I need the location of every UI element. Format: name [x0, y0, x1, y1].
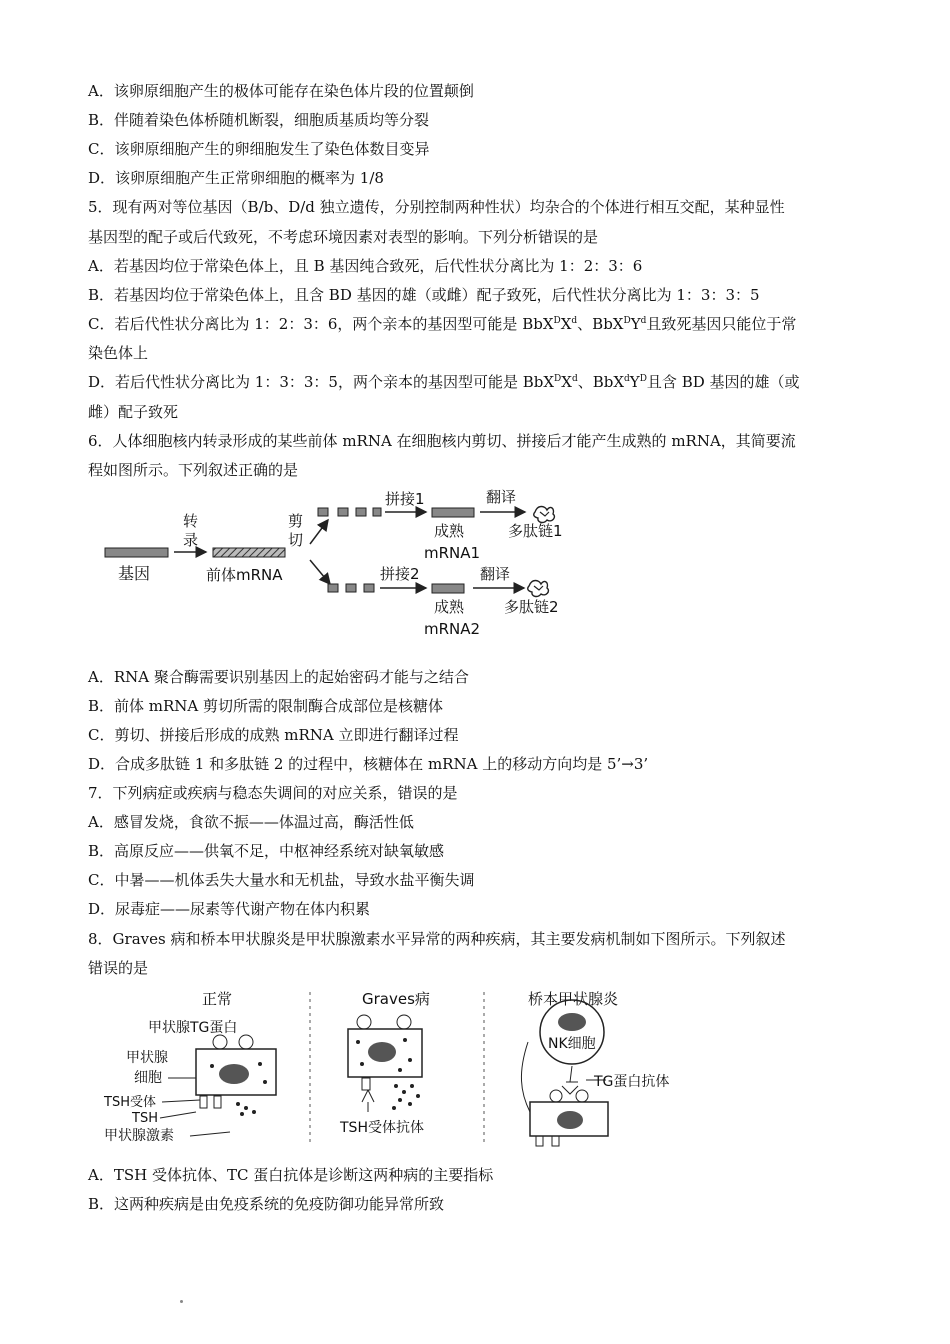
q4-option-a: A．该卵原细胞产生的极体可能存在染色体片段的位置颠倒 [88, 82, 474, 100]
q5-stem-line1: 5．现有两对等位基因（B/b、D/d 独立遗传，分别控制两种性状）均杂合的个体进行相互交配，某种显性 [88, 198, 785, 216]
q7-option-c: C．中暑——机体丢失大量水和无机盐，导致水盐平衡失调 [88, 871, 475, 889]
label-tsh-receptor: TSH受体 [104, 1095, 156, 1110]
mature-mrna1-label-a: 成熟 [434, 522, 465, 540]
panel-title-hashimoto: 桥本甲状腺炎 [528, 990, 619, 1008]
transcribe-label-2: 录 [183, 531, 199, 549]
pre-mrna-label: 前体mRNA [206, 566, 283, 584]
mature-mrna2-label-a: 成熟 [434, 598, 465, 616]
mature-mrna1-bar [432, 508, 474, 517]
branch-down [310, 560, 330, 584]
q6-option-a: A．RNA 聚合酶需要识别基因上的起始密码才能与之结合 [88, 668, 469, 686]
q8-option-a: A．TSH 受体抗体、TC 蛋白抗体是诊断这两种病的主要指标 [88, 1166, 494, 1184]
q7-option-d: D．尿毒症——尿素等代谢产物在体内积累 [88, 900, 371, 918]
fragment [373, 508, 381, 516]
sup: d [640, 316, 647, 326]
fragment [328, 584, 338, 592]
q5-option-c-text1: C．若后代性状分离比为 1：2：3：6，两个亲本的基因型可能是 BbX [88, 315, 554, 333]
q4-option-d: D．该卵原细胞产生正常卵细胞的概率为 1/8 [88, 169, 384, 187]
q5-option-d-text4: Y [629, 373, 640, 391]
sup: D [623, 316, 631, 326]
label-thyroid-2: 细胞 [134, 1070, 162, 1086]
q5-option-d-text5: 且含 BD 基因的雄（或 [646, 373, 800, 391]
mature-mrna2-bar [432, 584, 464, 593]
sup: d [624, 374, 630, 384]
q7-option-b: B．高原反应——供氧不足，中枢神经系统对缺氧敏感 [88, 842, 445, 860]
mature-mrna1-label-b: mRNA1 [424, 544, 481, 562]
label-tsh-receptor-ab: TSH受体抗体 [340, 1120, 424, 1136]
label-thyroid-1: 甲状腺 [126, 1050, 168, 1066]
q6-stem-line1: 6．人体细胞核内转录形成的某些前体 mRNA 在细胞核内剪切、拼接后才能产生成熟的 mRNA，其简要流 [88, 432, 796, 450]
q8-thyroid-figure [100, 982, 700, 1150]
fragment [346, 584, 356, 592]
q5-option-d-text3: 、BbX [577, 373, 625, 391]
q5-option-c-text3: 、BbX [577, 315, 624, 333]
q4-option-c: C．该卵原细胞产生的卵细胞发生了染色体数目变异 [88, 140, 430, 158]
fragment [318, 508, 328, 516]
fragment [364, 584, 374, 592]
peptide2-label: 多肽链2 [504, 598, 559, 616]
cut-label-2: 切 [288, 531, 304, 549]
fragment [356, 508, 366, 516]
fragment [338, 508, 348, 516]
q5-option-d-text2: X [561, 373, 572, 391]
label-thyroid-hormone: 甲状腺激素 [104, 1128, 174, 1144]
q6-option-c: C．剪切、拼接后形成的成熟 mRNA 立即进行翻译过程 [88, 726, 459, 744]
sup: D [639, 374, 647, 384]
q5-option-c-text4: Y [630, 315, 641, 333]
q7-stem: 7．下列病症或疾病与稳态失调间的对应关系，错误的是 [88, 784, 458, 802]
transcribe-label-1: 转 [183, 512, 199, 530]
q5-option-d-text1: D．若后代性状分离比为 1：3：3：5，两个亲本的基因型可能是 BbX [88, 373, 555, 391]
q5-stem-line2: 基因型的配子或后代致死，不考虑环境因素对表型的影响。下列分析错误的是 [88, 228, 599, 246]
label-tg-ab: TG蛋白抗体 [594, 1074, 670, 1090]
splice1-label: 拼接1 [385, 490, 425, 508]
q6-option-d: D．合成多肽链 1 和多肽链 2 的过程中，核糖体在 mRNA 上的移动方向均是 5’→3’ [88, 755, 649, 773]
q8-stem-line1: 8．Graves 病和桥本甲状腺炎是甲状腺激素水平异常的两种疾病，其主要发病机制如下图所示。下列叙述 [88, 930, 786, 948]
label-tsh: TSH [132, 1111, 158, 1126]
q8-option-b: B．这两种疾病是由免疫系统的免疫防御功能异常所致 [88, 1195, 445, 1213]
nk-cell-shape [540, 1000, 604, 1064]
translate2-label: 翻译 [480, 565, 511, 583]
cut-label-1: 剪 [288, 512, 304, 530]
splice2-label: 拼接2 [380, 565, 420, 583]
q4-option-b: B．伴随着染色体桥随机断裂，细胞质基质均等分裂 [88, 111, 430, 129]
q5-option-c [88, 314, 864, 334]
q5-option-c-line2: 染色体上 [88, 344, 149, 362]
label-tg-protein: 甲状腺TG蛋白 [148, 1020, 238, 1036]
branch-up [310, 520, 328, 544]
gene-label: 基因 [118, 564, 151, 583]
mature-mrna2-label-b: mRNA2 [424, 620, 481, 638]
q5-option-a: A．若基因均位于常染色体上，且 B 基因纯合致死，后代性状分离比为 1：2：3：6 [88, 257, 643, 275]
q6-option-b: B．前体 mRNA 剪切所需的限制酶合成部位是核糖体 [88, 697, 444, 715]
gene-bar [105, 548, 168, 557]
q5-option-d-line2: 雌）配子致死 [88, 403, 179, 421]
q7-option-a: A．感冒发烧，食欲不振——体温过高，酶活性低 [88, 813, 414, 831]
page-mark [180, 1300, 183, 1303]
q5-option-d [88, 372, 864, 392]
panel-title-graves: Graves病 [362, 990, 430, 1008]
sup: d [571, 316, 578, 326]
pre-mrna-bar [213, 548, 285, 557]
sup: D [554, 374, 562, 384]
peptide2-shape [528, 581, 549, 597]
sup: D [553, 316, 561, 326]
q5-option-c-text5: 且致死基因只能位于常 [646, 315, 797, 333]
q6-stem-line2: 程如图所示。下列叙述正确的是 [88, 461, 299, 479]
q5-option-c-text2: X [560, 315, 572, 333]
panel-title-normal: 正常 [202, 990, 233, 1008]
peptide1-shape [534, 507, 555, 523]
q5-option-b: B．若基因均位于常染色体上，且含 BD 基因的雄（或雌）配子致死，后代性状分离比为 1：3：3：5 [88, 286, 760, 304]
peptide1-label: 多肽链1 [508, 522, 563, 540]
translate1-label: 翻译 [486, 488, 517, 506]
q8-stem-line2: 错误的是 [88, 959, 149, 977]
sup: d [571, 374, 578, 384]
q6-splicing-figure [88, 484, 590, 646]
label-nk-cell: NK细胞 [548, 1036, 596, 1052]
